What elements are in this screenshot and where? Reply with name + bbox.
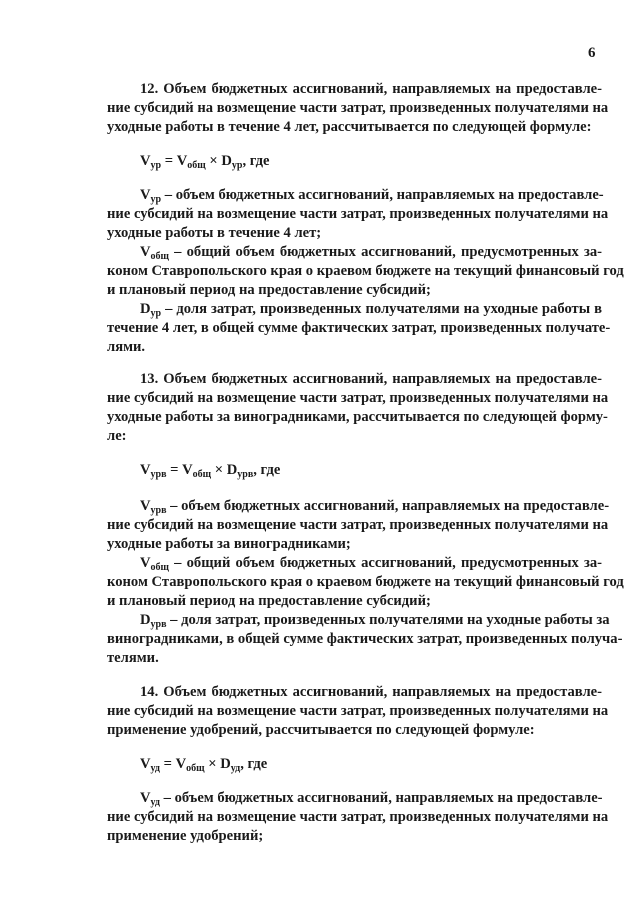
formula-12-total-sub: общ (187, 160, 206, 171)
formula-14-eq: = V (159, 756, 187, 772)
formula-12-d-sub: ур (231, 160, 243, 171)
definition-12-total-line-1 (140, 243, 602, 262)
formula-13-tail: , где (253, 462, 281, 478)
formula-14-d-sub: уд (230, 763, 241, 774)
symbol-sub: уд (150, 797, 160, 808)
symbol-sub: урв (150, 505, 167, 516)
formula-12-tail: , где (242, 153, 270, 169)
definition-13-total-line-2: коном Ставропольского края о краевом бюджете на текущий финансовый год (107, 574, 624, 590)
paragraph-13-line-4: ле: (107, 428, 127, 444)
formula-14-v-sub: уд (150, 763, 160, 774)
paragraph-14-line-2: ние субсидий на возмещение части затрат, произведенных получателями на (107, 703, 609, 719)
formula-12-times: × D (205, 153, 232, 169)
paragraph-12-line-2: ние субсидий на возмещение части затрат, произведенных получателями на (107, 100, 609, 116)
formula-12-eq: = V (161, 153, 188, 169)
definition-12-total-line-3: и плановый период на предоставление субсидий; (107, 282, 431, 298)
definition-12-d-line-2: течение 4 лет, в общей сумме фактических затрат, произведенных получате- (107, 320, 611, 336)
definition-12-v-line-2: ние субсидий на возмещение части затрат, произведенных получателями на (107, 206, 609, 222)
symbol: V (140, 187, 151, 203)
formula-14-tail: , где (240, 756, 268, 772)
definition-13-v-line-2: ние субсидий на возмещение части затрат, произведенных получателями на (107, 517, 609, 533)
symbol: V (140, 555, 151, 571)
formula-13-v-sub: урв (150, 469, 167, 480)
definition-text: – общий объем бюджетных ассигнований, предусмотренных за- (169, 244, 602, 260)
symbol: V (140, 790, 151, 806)
paragraph-14-line-1: 14. Объем бюджетных ассигнований, направляемых на предоставле- (140, 684, 602, 700)
definition-text: – доля затрат, произведенных получателями на уходные работы за (166, 612, 610, 628)
symbol: D (140, 612, 151, 628)
symbol: V (140, 244, 151, 260)
definition-14-v-line-3: применение удобрений; (107, 828, 264, 844)
symbol-sub: ур (150, 194, 162, 205)
definition-13-total-line-3: и плановый период на предоставление субсидий; (107, 593, 431, 609)
paragraph-12-line-3: уходные работы в течение 4 лет, рассчитывается по следующей формуле: (107, 119, 592, 135)
formula-12-v-sub: ур (150, 160, 162, 171)
definition-14-v-line-1 (140, 789, 602, 808)
definition-text: – доля затрат, произведенных получателями на уходные работы в (161, 301, 602, 317)
definition-text: – объем бюджетных ассигнований, направляемых на предоставле- (159, 790, 603, 806)
formula-13-v: V (140, 462, 151, 478)
formula-14-total-sub: общ (186, 763, 205, 774)
paragraph-12-line-1: 12. Объем бюджетных ассигнований, направляемых на предоставле- (140, 81, 602, 97)
paragraph-13-line-2: ние субсидий на возмещение части затрат, произведенных получателями на (107, 390, 609, 406)
formula-14-times: × D (204, 756, 231, 772)
definition-text: – объем бюджетных ассигнований, направляемых на предоставле- (166, 498, 610, 514)
definition-12-v-line-3: уходные работы в течение 4 лет; (107, 225, 322, 241)
paragraph-13-line-3: уходные работы за виноградниками, рассчитывается по следующей форму- (107, 409, 608, 425)
definition-13-v-line-1 (140, 497, 610, 516)
paragraph-13-line-1: 13. Объем бюджетных ассигнований, направляемых на предоставле- (140, 371, 602, 387)
definition-13-d-line-3: телями. (107, 650, 159, 666)
definition-12-v-line-1 (140, 186, 602, 205)
symbol-sub: ур (150, 308, 162, 319)
paragraph-14-line-3: применение удобрений, рассчитывается по следующей формуле: (107, 722, 535, 738)
definition-text: – общий объем бюджетных ассигнований, предусмотренных за- (169, 555, 602, 571)
formula-13-d-sub: урв (237, 469, 254, 480)
symbol-sub: общ (150, 251, 169, 262)
formula-13-eq: = V (166, 462, 193, 478)
definition-12-total-line-2: коном Ставропольского края о краевом бюджете на текущий финансовый год (107, 263, 624, 279)
symbol-sub: общ (150, 562, 169, 573)
definition-12-d-line-3: лями. (107, 339, 146, 355)
definition-13-v-line-3: уходные работы за виноградниками; (107, 536, 351, 552)
formula-12-v: V (140, 153, 151, 169)
symbol: V (140, 498, 151, 514)
symbol-sub: урв (150, 619, 167, 630)
definition-13-d-line-2: виноградниками, в общей сумме фактических затрат, произведенных получа- (107, 631, 623, 647)
formula-13-total-sub: общ (192, 469, 212, 480)
formula-14-v: V (140, 756, 151, 772)
definition-12-d-line-1 (140, 300, 602, 319)
formula-13-times: × D (211, 462, 238, 478)
formula-12 (140, 152, 270, 171)
symbol: D (140, 301, 151, 317)
page-number: 6 (588, 45, 596, 61)
definition-text: – объем бюджетных ассигнований, направляемых на предоставле- (161, 187, 604, 203)
formula-14 (140, 755, 267, 774)
formula-13 (140, 461, 280, 480)
definition-13-d-line-1 (140, 611, 610, 630)
definition-14-v-line-2: ние субсидий на возмещение части затрат, произведенных получателями на (107, 809, 609, 825)
definition-13-total-line-1 (140, 554, 602, 573)
